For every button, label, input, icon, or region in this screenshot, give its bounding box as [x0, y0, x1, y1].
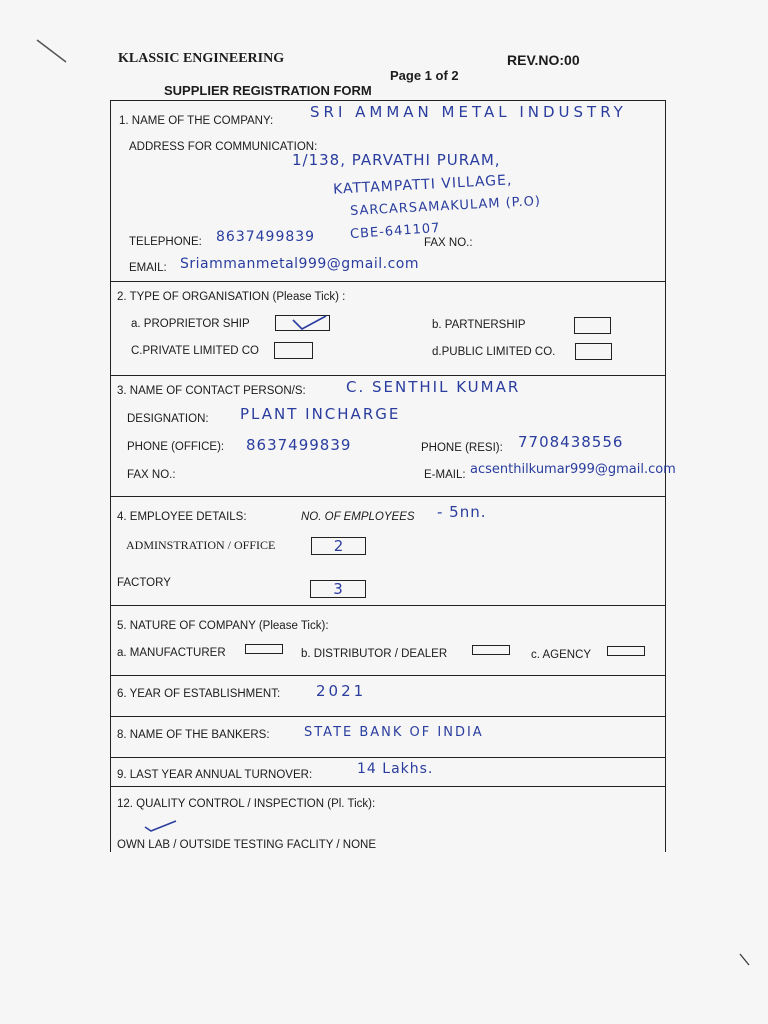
header-rev: REV.NO:00 — [507, 52, 580, 68]
telephone-label: TELEPHONE: — [129, 236, 202, 248]
fax-label: FAX NO.: — [424, 237, 473, 249]
address-line-1: 1/138, PARVATHI PURAM, — [292, 151, 501, 169]
organisation-type-label: 2. TYPE OF ORGANISATION (Please Tick) : — [117, 291, 346, 303]
option-manufacturer-label: a. MANUFACTURER — [117, 647, 226, 659]
contact-email-label: E-MAIL: — [424, 469, 466, 481]
checkbox-distributor[interactable] — [472, 645, 510, 655]
administration-label: ADMINSTRATION / OFFICE — [126, 538, 276, 552]
address-line-4: CBE-641107 — [349, 220, 441, 243]
checkbox-private-limited[interactable] — [274, 342, 313, 359]
year-established-label: 6. YEAR OF ESTABLISHMENT: — [117, 688, 281, 700]
employee-count-label: NO. OF EMPLOYEES — [301, 511, 415, 523]
divider-8 — [110, 786, 666, 787]
email-value: Sriammanmetal999@gmail.com — [180, 256, 420, 272]
quality-control-options: OWN LAB / OUTSIDE TESTING FACLITY / NONE — [117, 839, 377, 851]
address-line-3: SARCARSAMAKULAM (P.O) — [349, 194, 542, 219]
company-name-label: 1. NAME OF THE COMPANY: — [119, 115, 274, 127]
option-private-limited-label: C.PRIVATE LIMITED CO — [131, 345, 260, 357]
telephone-value: 8637499839 — [216, 229, 316, 245]
quality-control-label: 12. QUALITY CONTROL / INSPECTION (Pl. Tick): — [117, 798, 376, 810]
contact-person-label: 3. NAME OF CONTACT PERSON/S: — [117, 385, 306, 397]
contact-fax-label: FAX NO.: — [127, 469, 176, 481]
tick-mark-icon — [290, 312, 330, 332]
phone-resi-label: PHONE (RESI): — [421, 442, 503, 454]
stray-mark — [738, 952, 752, 968]
contact-person-value: C. SENTHIL KUMAR — [346, 378, 521, 396]
option-agency-label: c. AGENCY — [531, 649, 592, 661]
bankers-label: 8. NAME OF THE BANKERS: — [117, 729, 270, 741]
factory-value-box[interactable]: 3 — [310, 580, 366, 598]
option-public-limited-label: d.PUBLIC LIMITED CO. — [432, 346, 556, 358]
checkbox-manufacturer[interactable] — [245, 644, 283, 654]
tick-mark-icon — [143, 818, 179, 834]
email-label: EMAIL: — [129, 262, 167, 274]
designation-value: PLANT INCHARGE — [240, 405, 401, 423]
nature-of-company-label: 5. NATURE OF COMPANY (Please Tick): — [117, 620, 329, 632]
administration-value-box[interactable]: 2 — [311, 537, 366, 555]
factory-label: FACTORY — [117, 577, 171, 589]
employee-details-label: 4. EMPLOYEE DETAILS: — [117, 511, 247, 523]
phone-office-value: 8637499839 — [246, 436, 352, 454]
header-page-number: Page 1 of 2 — [390, 68, 459, 83]
header-company: KLASSIC ENGINEERING — [118, 51, 285, 66]
phone-office-label: PHONE (OFFICE): — [127, 441, 225, 453]
divider-1 — [110, 281, 666, 282]
year-established-value: 2021 — [316, 682, 367, 700]
turnover-value: 14 Lakhs. — [357, 761, 434, 777]
turnover-label: 9. LAST YEAR ANNUAL TURNOVER: — [117, 769, 313, 781]
divider-3 — [110, 496, 666, 497]
divider-7 — [110, 757, 666, 758]
designation-label: DESIGNATION: — [127, 413, 209, 425]
company-name-value: SRI AMMAN METAL INDUSTRY — [310, 103, 627, 121]
checkbox-agency[interactable] — [607, 646, 645, 656]
divider-4 — [110, 605, 666, 606]
checkbox-partnership[interactable] — [574, 317, 611, 334]
option-distributor-label: b. DISTRIBUTOR / DEALER — [301, 648, 448, 660]
divider-6 — [110, 716, 666, 717]
divider-2 — [110, 375, 666, 376]
checkbox-public-limited[interactable] — [575, 343, 612, 360]
option-partnership-label: b. PARTNERSHIP — [432, 319, 526, 331]
address-label: ADDRESS FOR COMMUNICATION: — [129, 141, 318, 153]
divider-5 — [110, 675, 666, 676]
phone-resi-value: 7708438556 — [518, 433, 624, 451]
address-line-2: KATTAMPATTI VILLAGE, — [332, 172, 513, 198]
staple-mark — [34, 36, 70, 66]
contact-email-value: acsenthilkumar999@gmail.com — [470, 462, 676, 477]
employee-count-value: - 5nn. — [437, 503, 487, 521]
bankers-value: STATE BANK OF INDIA — [304, 725, 484, 740]
option-proprietorship-label: a. PROPRIETOR SHIP — [131, 318, 250, 330]
form-title: SUPPLIER REGISTRATION FORM — [164, 83, 372, 98]
